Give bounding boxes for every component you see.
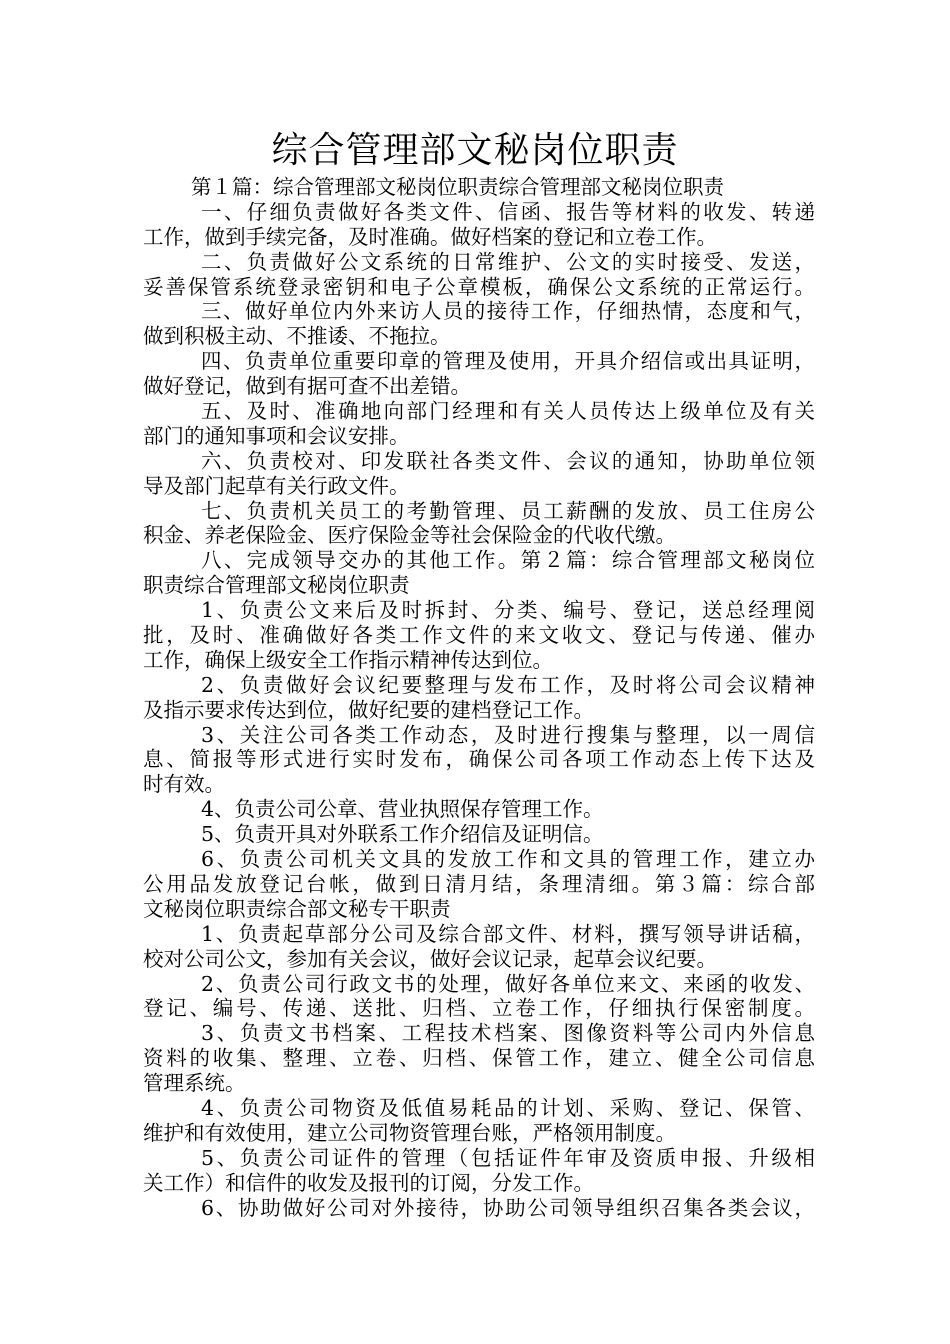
text-line: 妥善保管系统登录密钥和电子公章模板，确保公文系统的正常运行。 bbox=[143, 274, 815, 299]
text-line: 6、负责公司机关文具的发放工作和文具的管理工作，建立办 bbox=[201, 847, 815, 872]
text-line: 6、协助做好公司对外接待，协助公司领导组织召集各类会议， bbox=[201, 1195, 815, 1220]
text-line: 息、简报等形式进行实时发布，确保公司各项工作动态上传下达及 bbox=[143, 747, 815, 772]
text-line: 四、负责单位重要印章的管理及使用，开具介绍信或出具证明， bbox=[201, 349, 815, 374]
text-line: 做到积极主动、不推诿、不拖拉。 bbox=[143, 324, 451, 349]
text-line: 五、及时、准确地向部门经理和有关人员传达上级单位及有关 bbox=[201, 399, 815, 424]
text-line: 第１篇：综合管理部文秘岗位职责综合管理部文秘岗位职责 bbox=[191, 175, 724, 199]
text-line: 2、负责公司行政文书的处理，做好各单位来文、来函的收发、 bbox=[201, 971, 815, 996]
text-line: 八、完成领导交办的其他工作。第２篇：综合管理部文秘岗位 bbox=[201, 548, 815, 573]
text-line: 部门的通知事项和会议安排。 bbox=[143, 423, 410, 448]
text-line: 维护和有效使用，建立公司物资管理台账，严格领用制度。 bbox=[143, 1120, 676, 1145]
text-line: 六、负责校对、印发联社各类文件、会议的通知，协助单位领 bbox=[201, 448, 815, 473]
text-line: 3、关注公司各类工作动态，及时进行搜集与整理，以一周信 bbox=[201, 722, 815, 747]
text-line: 及指示要求传达到位，做好纪要的建档登记工作。 bbox=[143, 697, 594, 722]
text-line: 做好登记，做到有据可查不出差错。 bbox=[143, 374, 471, 399]
text-line: 5、负责公司证件的管理（包括证件年审及资质申报、升级相 bbox=[201, 1145, 815, 1170]
text-line: 3、负责文书档案、工程技术档案、图像资料等公司内外信息 bbox=[201, 1021, 815, 1046]
text-line: 4、负责公司公章、营业执照保存管理工作。 bbox=[201, 797, 604, 822]
text-line: 工作，确保上级安全工作指示精神传达到位。 bbox=[143, 647, 553, 672]
text-line: 批，及时、准确做好各类工作文件的来文收文、登记与传递、催办 bbox=[143, 623, 815, 648]
text-line: 积金、养老保险金、医疗保险金等社会保险金的代收代缴。 bbox=[143, 523, 676, 548]
text-line: 关工作）和信件的收发及报刊的订阅，分发工作。 bbox=[143, 1170, 594, 1195]
text-line: 职责综合管理部文秘岗位职责 bbox=[143, 573, 410, 598]
text-line: 七、负责机关员工的考勤管理、员工薪酬的发放、员工住房公 bbox=[201, 498, 815, 523]
text-line: 工作，做到手续完备，及时准确。做好档案的登记和立卷工作。 bbox=[143, 224, 717, 249]
text-line: 一、仔细负责做好各类文件、信函、报告等材料的收发、转递 bbox=[201, 199, 815, 224]
text-line: 5、负责开具对外联系工作介绍信及证明信。 bbox=[201, 822, 604, 847]
text-line: 资料的收集、整理、立卷、归档、保管工作，建立、健全公司信息 bbox=[143, 1046, 815, 1071]
text-line: 登记、编号、传递、送批、归档、立卷工作，仔细执行保密制度。 bbox=[143, 996, 815, 1021]
text-line: 管理系统。 bbox=[143, 1071, 246, 1096]
text-line: 校对公司公文，参加有关会议，做好会议记录，起草会议纪要。 bbox=[143, 946, 717, 971]
text-line: 4、负责公司物资及低值易耗品的计划、采购、登记、保管、 bbox=[201, 1095, 815, 1120]
text-line: 时有效。 bbox=[143, 772, 225, 797]
text-line: 2、负责做好会议纪要整理与发布工作，及时将公司会议精神 bbox=[201, 672, 815, 697]
text-line: 公用品发放登记台帐，做到日清月结，条理清细。第３篇：综合部 bbox=[143, 871, 815, 896]
text-line: 三、做好单位内外来访人员的接待工作，仔细热情，态度和气， bbox=[201, 299, 815, 324]
document-title: 综合管理部文秘岗位职责 bbox=[271, 130, 679, 171]
text-line: 导及部门起草有关行政文件。 bbox=[143, 473, 410, 498]
text-line: 1、负责公文来后及时拆封、分类、编号、登记，送总经理阅 bbox=[201, 598, 815, 623]
text-line: 文秘岗位职责综合部文秘专干职责 bbox=[143, 896, 451, 921]
document-body bbox=[143, 175, 815, 1220]
text-line: 1、负责起草部分公司及综合部文件、材料，撰写领导讲话稿， bbox=[201, 921, 815, 946]
text-line: 二、负责做好公文系统的日常维护、公文的实时接受、发送， bbox=[201, 249, 815, 274]
